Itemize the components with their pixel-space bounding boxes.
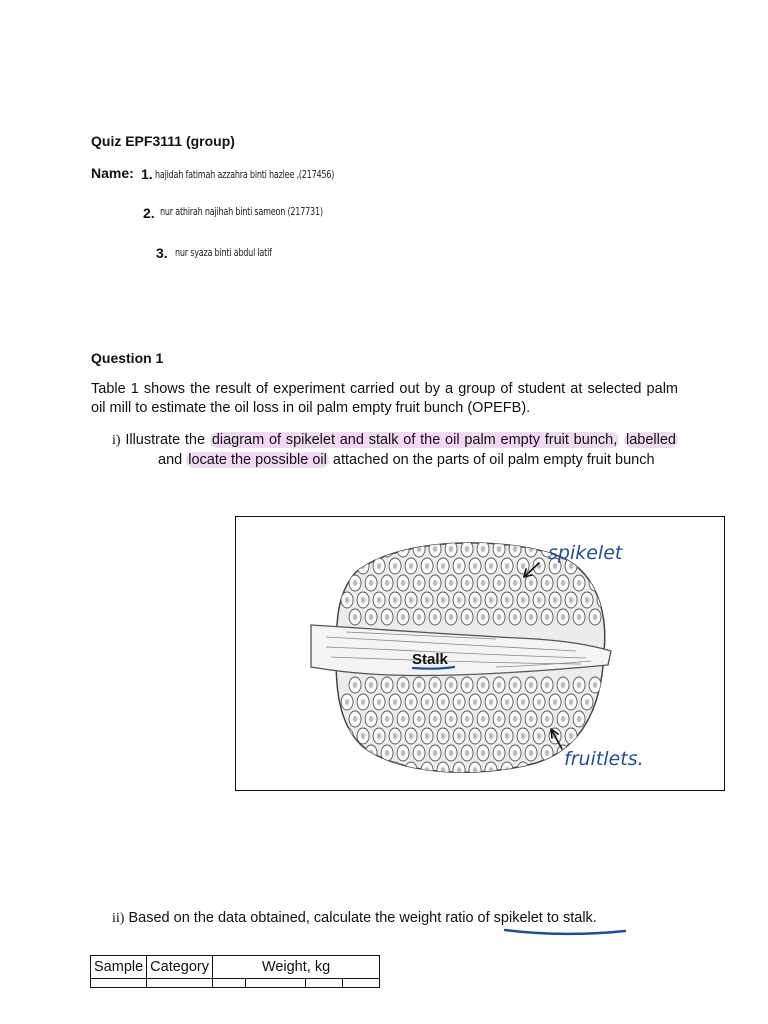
fruitlet-shape xyxy=(341,558,353,574)
fruitlet-core xyxy=(561,580,565,586)
fruitlet-core xyxy=(369,716,373,722)
fruitlet-shape xyxy=(597,592,609,608)
fruitlet-shape xyxy=(349,745,361,761)
fruitlet-core xyxy=(353,546,357,552)
fruitlet-shape xyxy=(357,762,369,778)
fruitlet-core xyxy=(345,699,349,705)
fruitlet-core xyxy=(457,563,461,569)
fruitlet-core xyxy=(465,750,469,756)
spikelet-stalk-figure xyxy=(235,516,725,791)
fruitlet-core xyxy=(353,614,357,620)
fruitlet-core xyxy=(425,699,429,705)
fruitlet-core xyxy=(545,580,549,586)
fruitlet-core xyxy=(345,597,349,603)
fruitlet-core xyxy=(585,733,589,739)
fruitlet-shape xyxy=(589,575,601,591)
fruitlet-core xyxy=(569,733,573,739)
fruitlet-shape xyxy=(533,762,545,778)
fruitlet-core xyxy=(505,733,509,739)
fruitlet-core xyxy=(497,580,501,586)
fruitlet-core xyxy=(577,682,581,688)
fruitlet-core xyxy=(465,580,469,586)
question-heading: Question 1 xyxy=(91,350,164,366)
fruitlet-core xyxy=(545,716,549,722)
fruitlet-core xyxy=(553,699,557,705)
fruitlet-core xyxy=(441,733,445,739)
fruitlet-core xyxy=(377,767,381,773)
fruitlet-shape xyxy=(517,762,529,778)
member-3-name: nur syaza binti abdul latif xyxy=(175,246,272,259)
fruitlet-core xyxy=(553,767,557,773)
fruitlet-core xyxy=(425,733,429,739)
part-i-highlight-1: diagram of spikelet and stalk of the oil palm empty fruit bunch, xyxy=(211,432,618,448)
fruitlet-core xyxy=(473,597,477,603)
fruitlet-core xyxy=(385,716,389,722)
part-ii-numeral: ii) xyxy=(112,911,125,926)
fruitlet-core xyxy=(465,614,469,620)
fruitlet-core xyxy=(529,716,533,722)
fruitlet-core xyxy=(393,597,397,603)
fruitlet-core xyxy=(529,750,533,756)
fruitlet-core xyxy=(417,682,421,688)
part-i-highlight-2: labelled xyxy=(626,432,676,448)
data-table xyxy=(90,955,380,988)
fruitlet-core xyxy=(401,546,405,552)
fruitlet-core xyxy=(425,563,429,569)
fruitlet-core xyxy=(521,563,525,569)
fruitlet-core xyxy=(481,750,485,756)
fruitlet-shape xyxy=(597,728,609,744)
fruitlet-core xyxy=(345,563,349,569)
fruitlet-core xyxy=(481,614,485,620)
fruitlet-core xyxy=(441,699,445,705)
fruitlet-core xyxy=(473,699,477,705)
fruitlet-core xyxy=(353,682,357,688)
part-ii-underlined: spikelet to stalk xyxy=(493,910,593,926)
fruitlet-core xyxy=(473,733,477,739)
fruitlet-core xyxy=(409,733,413,739)
fruitlet-shape xyxy=(589,711,601,727)
fruitlet-core xyxy=(345,767,349,773)
fruitlet-shape xyxy=(349,541,361,557)
fruitlet-core xyxy=(529,614,533,620)
fruitlet-core xyxy=(393,563,397,569)
fruitlet-core xyxy=(377,597,381,603)
fruitlet-core xyxy=(401,750,405,756)
fruitlet-core xyxy=(449,546,453,552)
fruitlet-core xyxy=(521,733,525,739)
fruitlet-core xyxy=(593,682,597,688)
part-i-highlight-3: locate the possible oil xyxy=(188,451,327,468)
fruitlet-core xyxy=(369,580,373,586)
table-header-weight: Weight, kg xyxy=(213,956,380,979)
fruitlet-shape xyxy=(373,762,385,778)
fruitlet-shape xyxy=(605,677,617,693)
fruitlet-core xyxy=(377,699,381,705)
part-i-pre: Illustrate the xyxy=(125,432,206,448)
fruitlet-core xyxy=(433,614,437,620)
fruitlet-core xyxy=(489,563,493,569)
fruitlet-core xyxy=(393,733,397,739)
fruitlet-core xyxy=(521,597,525,603)
fruitlet-core xyxy=(353,580,357,586)
table-header-sample: Sample xyxy=(91,956,147,979)
fruitlet-core xyxy=(409,597,413,603)
fruitlet-core xyxy=(385,682,389,688)
name-label: Name: xyxy=(91,165,134,181)
fruitlet-core xyxy=(361,699,365,705)
fruitlet-shape xyxy=(341,728,353,744)
fruitlet-core xyxy=(377,563,381,569)
member-1-number: 1. xyxy=(141,166,153,182)
fruitlet-core xyxy=(561,682,565,688)
fruitlet-core xyxy=(577,580,581,586)
fruitlet-core xyxy=(609,716,613,722)
fruitlet-core xyxy=(521,767,525,773)
fruitlet-core xyxy=(569,699,573,705)
question-intro: Table 1 shows the result of experiment carried out by a group of student at selected palm oil mill to estimate the oil loss in oil palm empty fruit bunch (OPEFB). xyxy=(91,381,678,416)
fruitlet-core xyxy=(433,682,437,688)
fruitlet-core xyxy=(449,750,453,756)
fruitlet-core xyxy=(417,580,421,586)
fruitlet-core xyxy=(529,580,533,586)
fruitlet-core xyxy=(513,682,517,688)
fruitlet-core xyxy=(609,682,613,688)
fruitlet-core xyxy=(369,546,373,552)
part-i xyxy=(112,431,678,469)
fruitlet-core xyxy=(569,597,573,603)
fruitlet-core xyxy=(545,682,549,688)
fruitlet-core xyxy=(457,699,461,705)
fruitlet-core xyxy=(393,767,397,773)
member-1-name: hajidah fatimah azzahra binti hazlee ,(217456) xyxy=(155,168,335,181)
fruitlet-core xyxy=(553,597,557,603)
fruitlet-core xyxy=(561,716,565,722)
fruitlet-core xyxy=(433,750,437,756)
fruitlet-core xyxy=(449,716,453,722)
fruitlets-label: fruitlets. xyxy=(564,748,644,770)
handwritten-underline xyxy=(503,927,628,937)
fruit-bunch-illustration xyxy=(236,517,725,791)
fruitlet-core xyxy=(409,699,413,705)
fruitlet-core xyxy=(361,597,365,603)
fruitlet-core xyxy=(441,563,445,569)
fruitlet-shape xyxy=(549,762,561,778)
part-i-mid: and xyxy=(158,451,183,468)
fruitlet-shape xyxy=(605,711,617,727)
fruitlet-core xyxy=(385,614,389,620)
fruitlet-core xyxy=(417,716,421,722)
part-ii-post: . xyxy=(592,910,597,926)
fruitlet-core xyxy=(409,563,413,569)
fruitlet-core xyxy=(513,580,517,586)
fruitlet-core xyxy=(457,597,461,603)
fruitlet-core xyxy=(473,563,477,569)
fruitlet-core xyxy=(369,614,373,620)
fruitlet-core xyxy=(601,733,605,739)
part-ii-pre: Based on the data obtained, calculate the weight ratio of xyxy=(128,910,490,926)
fruitlet-core xyxy=(385,546,389,552)
fruitlet-core xyxy=(489,597,493,603)
stalk-label: Stalk xyxy=(412,651,448,668)
fruitlet-core xyxy=(489,699,493,705)
fruitlet-core xyxy=(353,716,357,722)
fruitlet-core xyxy=(537,767,541,773)
fruitlet-core xyxy=(545,614,549,620)
fruitlet-core xyxy=(497,750,501,756)
fruitlet-core xyxy=(417,614,421,620)
quiz-title: Quiz EPF3111 (group) xyxy=(91,133,235,149)
table-header-category: Category xyxy=(147,956,213,979)
fruitlet-core xyxy=(593,614,597,620)
fruitlet-core xyxy=(361,733,365,739)
fruitlet-core xyxy=(513,716,517,722)
part-i-post: attached on the parts of oil palm empty fruit bunch xyxy=(332,451,655,468)
fruitlet-core xyxy=(481,546,485,552)
fruitlet-core xyxy=(401,682,405,688)
fruitlet-core xyxy=(601,597,605,603)
fruitlet-core xyxy=(585,597,589,603)
fruitlet-core xyxy=(433,716,437,722)
fruitlet-core xyxy=(529,682,533,688)
fruitlet-core xyxy=(449,614,453,620)
fruitlet-core xyxy=(497,546,501,552)
fruitlet-core xyxy=(513,750,517,756)
fruitlet-core xyxy=(497,614,501,620)
fruitlet-core xyxy=(577,716,581,722)
fruitlet-core xyxy=(401,716,405,722)
fruitlet-core xyxy=(593,580,597,586)
fruitlet-shape xyxy=(405,762,417,778)
fruitlet-core xyxy=(385,750,389,756)
fruitlet-core xyxy=(433,580,437,586)
fruitlet-core xyxy=(505,597,509,603)
fruitlet-shape xyxy=(341,762,353,778)
fruitlet-core xyxy=(505,699,509,705)
fruitlet-core xyxy=(585,699,589,705)
fruitlet-core xyxy=(481,682,485,688)
fruitlet-core xyxy=(425,597,429,603)
fruitlet-core xyxy=(441,597,445,603)
fruitlet-core xyxy=(353,750,357,756)
fruitlet-shape xyxy=(605,609,617,625)
fruitlet-shape xyxy=(581,728,593,744)
fruitlet-core xyxy=(345,733,349,739)
fruitlet-core xyxy=(577,614,581,620)
fruitlet-core xyxy=(497,716,501,722)
fruitlet-core xyxy=(433,546,437,552)
fruitlet-core xyxy=(537,699,541,705)
fruitlet-shape xyxy=(365,541,377,557)
fruitlet-core xyxy=(609,614,613,620)
fruitlet-core xyxy=(457,733,461,739)
fruitlet-core xyxy=(537,733,541,739)
member-3-number: 3. xyxy=(156,245,168,261)
fruitlet-core xyxy=(481,580,485,586)
fruitlet-core xyxy=(609,580,613,586)
fruitlet-core xyxy=(465,716,469,722)
fruitlet-core xyxy=(537,597,541,603)
fruitlet-core xyxy=(481,716,485,722)
fruitlet-core xyxy=(521,699,525,705)
fruitlet-core xyxy=(497,682,501,688)
fruitlet-core xyxy=(417,750,421,756)
fruitlet-core xyxy=(369,682,373,688)
member-2-name: nur athirah najihah binti sameon (217731) xyxy=(160,205,323,218)
fruitlet-core xyxy=(449,682,453,688)
fruitlet-core xyxy=(513,546,517,552)
fruitlet-core xyxy=(449,580,453,586)
part-ii xyxy=(112,910,597,927)
fruitlet-core xyxy=(401,614,405,620)
fruitlet-core xyxy=(545,750,549,756)
fruitlet-core xyxy=(401,580,405,586)
fruitlet-core xyxy=(561,614,565,620)
fruitlet-core xyxy=(465,546,469,552)
fruitlet-core xyxy=(457,767,461,773)
spikelet-label: spikelet xyxy=(548,542,623,564)
fruitlet-core xyxy=(465,682,469,688)
fruitlet-core xyxy=(529,546,533,552)
fruitlet-core xyxy=(513,614,517,620)
fruitlet-core xyxy=(361,767,365,773)
fruitlet-core xyxy=(393,699,397,705)
fruitlet-core xyxy=(385,580,389,586)
fruitlet-core xyxy=(489,733,493,739)
fruitlet-core xyxy=(593,716,597,722)
member-2-number: 2. xyxy=(143,205,155,221)
fruitlet-shape xyxy=(381,541,393,557)
fruitlet-core xyxy=(377,733,381,739)
part-i-numeral: i) xyxy=(112,433,121,448)
fruitlet-shape xyxy=(597,694,609,710)
table-row xyxy=(91,979,380,988)
fruitlet-core xyxy=(505,563,509,569)
fruitlet-core xyxy=(489,767,493,773)
fruitlet-core xyxy=(601,699,605,705)
fruitlet-shape xyxy=(605,575,617,591)
